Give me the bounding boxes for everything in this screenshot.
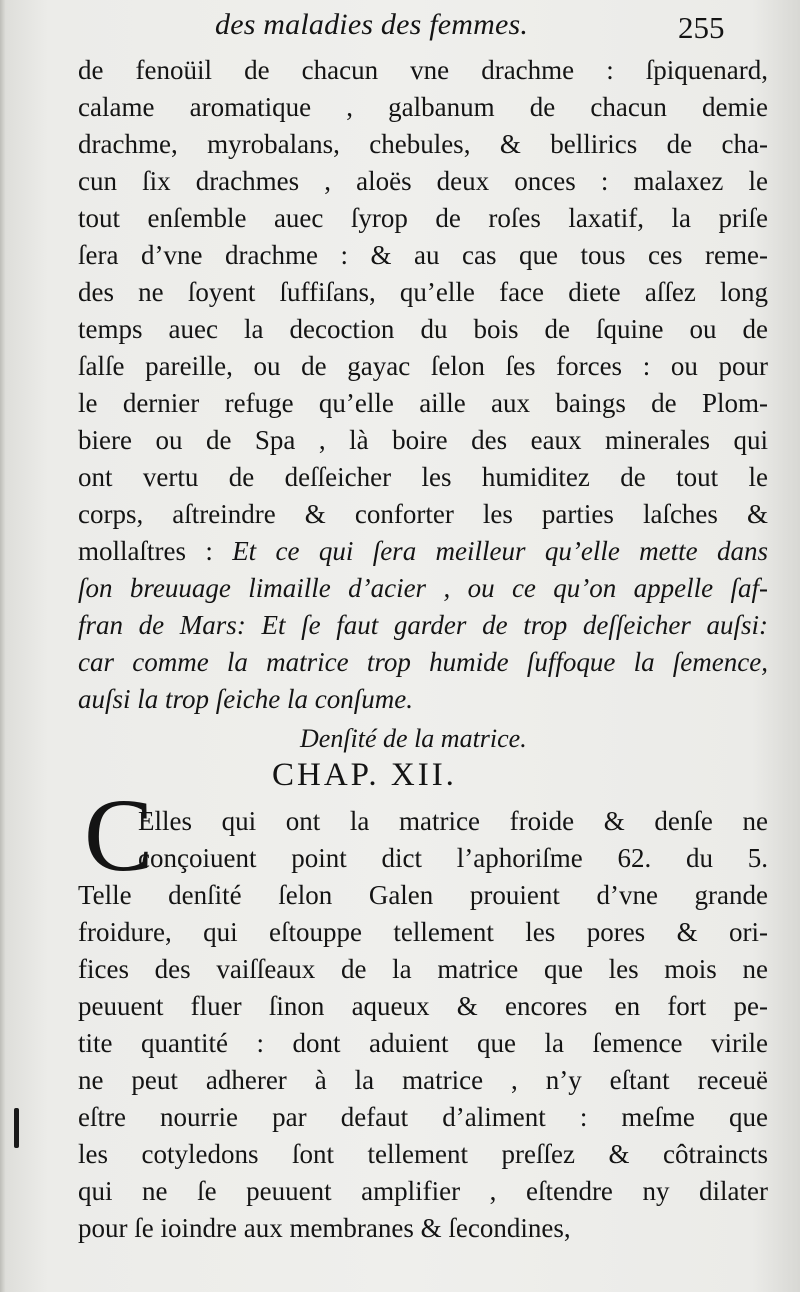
text-line: temps auec la decoction du bois de ſquine ou de — [78, 314, 768, 344]
text-line-roman: mollaſtres : — [78, 536, 213, 566]
text-line: Telle denſité ſelon Galen prouient d’vne grande — [78, 880, 768, 910]
running-head-title: des maladies des femmes. — [215, 8, 529, 41]
italic-line: ſon breuuage limaille d’acier , ou ce qu’on appelle ſaf- — [78, 573, 768, 603]
text-line: fices des vaiſſeaux de la matrice que les mois ne — [78, 954, 768, 984]
text-line: froidure, qui eſtouppe tellement les pores & ori- — [78, 917, 768, 947]
text-line: de fenoüil de chacun vne drachme : ſpiquenard, — [78, 55, 768, 85]
drop-cap: C — [84, 778, 154, 893]
paragraph-2 — [78, 803, 768, 1247]
italic-line: car comme la matrice trop humide ſuffoque la ſemence, — [78, 647, 768, 677]
section-subtitle: Denſité de la matrice. — [300, 724, 527, 753]
text-line: le dernier refuge qu’elle aille aux baings de Plom- — [78, 388, 768, 418]
chapter-heading: CHAP. XII. — [272, 757, 457, 793]
text-line: Elles qui ont la matrice froide & denſe ne — [138, 806, 768, 836]
text-line: tout enſemble auec ſyrop de roſes laxatif, la priſe — [78, 203, 768, 233]
text-line: ont vertu de deſſeicher les humiditez de tout le — [78, 462, 768, 492]
margin-ink-mark — [14, 1108, 19, 1148]
text-line: tite quantité : dont aduient que la ſemence virile — [78, 1028, 768, 1058]
text-line: eſtre nourrie par defaut d’aliment : meſme que — [78, 1102, 768, 1132]
paragraph-1 — [78, 52, 768, 718]
page-number: 255 — [678, 10, 725, 45]
text-line: calame aromatique , galbanum de chacun demie — [78, 92, 768, 122]
text-line: conçoiuent point dict l’aphoriſme 62. du 5. — [138, 843, 768, 873]
text-line: ſera d’vne drachme : & au cas que tous ces reme- — [78, 240, 768, 270]
italic-line: fran de Mars: Et ſe faut garder de trop deſſeicher auſsi: — [78, 610, 768, 640]
running-head — [0, 8, 800, 48]
text-line: corps, aſtreindre & conforter les parties laſches & — [78, 499, 768, 529]
text-line: cun ſix drachmes , aloës deux onces : malaxez le — [78, 166, 768, 196]
text-line: ne peut adherer à la matrice , n’y eſtant receuë — [78, 1065, 768, 1095]
text-line-italic: Et ce qui ſera meilleur qu’elle mette dans — [232, 536, 769, 566]
text-line: des ne ſoyent ſuffiſans, qu’elle face diete aſſez long — [78, 277, 768, 307]
text-line: ſalſe pareille, ou de gayac ſelon ſes forces : ou pour — [78, 351, 768, 381]
text-line: biere ou de Spa , là boire des eaux minerales qui — [78, 425, 768, 455]
text-line: peuuent fluer ſinon aqueux & encores en fort pe- — [78, 991, 768, 1021]
text-line: pour ſe ioindre aux membranes & ſecondines, — [78, 1213, 571, 1243]
italic-line: auſsi la trop ſeiche la conſume. — [78, 684, 413, 714]
text-line: qui ne ſe peuuent amplifier , eſtendre ny dilater — [78, 1176, 768, 1206]
page-gutter — [0, 0, 6, 1292]
text-line: les cotyledons ſont tellement preſſez & côtraincts — [78, 1139, 768, 1169]
mixed-text-line — [78, 533, 768, 570]
text-line: drachme, myrobalans, chebules, & bellirics de cha- — [78, 129, 768, 159]
